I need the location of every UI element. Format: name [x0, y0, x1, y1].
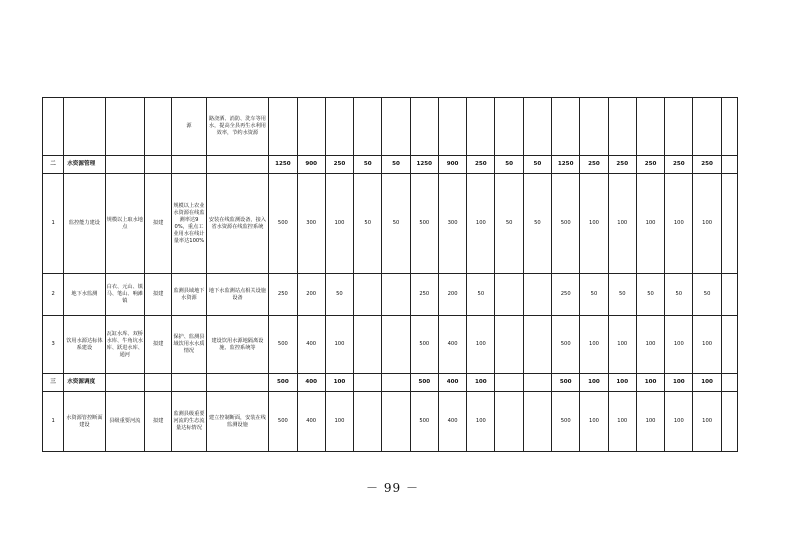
table-row: [43, 392, 738, 452]
value-cell: 250: [636, 156, 664, 174]
value-cell: 100: [608, 174, 636, 274]
value-cell: 50: [495, 174, 523, 274]
value-cell: [523, 274, 551, 316]
target-cell: 源: [172, 98, 206, 156]
value-cell: 500: [552, 174, 580, 274]
row-number-cell: 1: [43, 392, 64, 452]
project-name-cell: 水资源调度: [64, 374, 105, 392]
value-cell: 400: [297, 316, 325, 374]
value-cell: 50: [693, 274, 721, 316]
construction-content-cell: 瓦缸水库、双桥水库、牛角坑水库、跃进水库、通河: [105, 316, 144, 374]
value-cell: 400: [438, 316, 466, 374]
value-cell: 100: [325, 392, 353, 452]
value-cell: [410, 98, 438, 156]
value-cell: 100: [665, 174, 693, 274]
task-cell: 地下水监测站点相关设施设备: [206, 274, 269, 316]
value-cell: 50: [354, 156, 382, 174]
table-row: [43, 374, 738, 392]
value-cell: 1250: [269, 156, 297, 174]
value-cell: [552, 98, 580, 156]
value-cell: [636, 98, 664, 156]
value-cell: [382, 374, 410, 392]
value-cell: [354, 274, 382, 316]
value-cell: [523, 98, 551, 156]
value-cell: 500: [410, 374, 438, 392]
value-cell: 100: [467, 316, 495, 374]
value-cell: 100: [636, 174, 664, 274]
value-cell: 50: [354, 174, 382, 274]
table-row: [43, 274, 738, 316]
value-cell: 500: [410, 392, 438, 452]
value-cell: 100: [693, 374, 721, 392]
build-mode-cell: 拟建: [145, 316, 172, 374]
value-cell: [495, 392, 523, 452]
value-cell: 100: [608, 392, 636, 452]
value-cell: 50: [580, 274, 608, 316]
value-cell: [721, 156, 737, 174]
construction-content-cell: 规模以上取水地点: [105, 174, 144, 274]
value-cell: 500: [410, 174, 438, 274]
value-cell: 1250: [552, 156, 580, 174]
row-number-cell: 二: [43, 156, 64, 174]
target-cell: 监测县级重要河流的生态流量达标情况: [172, 392, 206, 452]
task-cell: 安装在线监测设备，接入省水资源在线监控系统: [206, 174, 269, 274]
project-name-cell: 地下水监测: [64, 274, 105, 316]
construction-content-cell: 白衣、元山、镇马、笔山、响滩镇: [105, 274, 144, 316]
value-cell: 50: [325, 274, 353, 316]
build-mode-cell: [145, 98, 172, 156]
value-cell: 250: [410, 274, 438, 316]
value-cell: [580, 98, 608, 156]
value-cell: 100: [325, 174, 353, 274]
value-cell: 100: [580, 392, 608, 452]
value-cell: 50: [382, 156, 410, 174]
construction-content-cell: [105, 98, 144, 156]
value-cell: 100: [693, 316, 721, 374]
value-cell: 100: [580, 374, 608, 392]
value-cell: 250: [693, 156, 721, 174]
value-cell: 100: [325, 316, 353, 374]
value-cell: 400: [297, 374, 325, 392]
value-cell: [354, 316, 382, 374]
construction-content-cell: [105, 156, 144, 174]
row-number-cell: [43, 98, 64, 156]
value-cell: 500: [269, 392, 297, 452]
project-name-cell: 水资源管理: [64, 156, 105, 174]
value-cell: 50: [382, 174, 410, 274]
value-cell: 500: [552, 392, 580, 452]
value-cell: [382, 392, 410, 452]
value-cell: 100: [608, 374, 636, 392]
task-cell: 建立控制断面，安装在线监测设施: [206, 392, 269, 452]
table-row: [43, 156, 738, 174]
value-cell: 250: [552, 274, 580, 316]
value-cell: 100: [693, 174, 721, 274]
value-cell: 50: [467, 274, 495, 316]
row-number-cell: 3: [43, 316, 64, 374]
value-cell: [354, 98, 382, 156]
value-cell: [495, 316, 523, 374]
value-cell: 100: [636, 392, 664, 452]
project-name-cell: 水资源管控断面建设: [64, 392, 105, 452]
page-number: － 99 －: [366, 481, 419, 495]
table-row: [43, 316, 738, 374]
value-cell: 100: [636, 316, 664, 374]
build-mode-cell: [145, 374, 172, 392]
value-cell: 300: [297, 174, 325, 274]
construction-content-cell: 县级重要河流: [105, 392, 144, 452]
value-cell: [297, 98, 325, 156]
value-cell: 250: [467, 156, 495, 174]
value-cell: [523, 374, 551, 392]
value-cell: 500: [269, 316, 297, 374]
value-cell: 50: [665, 274, 693, 316]
build-mode-cell: 拟建: [145, 174, 172, 274]
value-cell: [523, 316, 551, 374]
build-mode-cell: 拟建: [145, 274, 172, 316]
value-cell: 900: [438, 156, 466, 174]
value-cell: [721, 274, 737, 316]
target-cell: [172, 156, 206, 174]
value-cell: [523, 392, 551, 452]
value-cell: 1250: [410, 156, 438, 174]
value-cell: 500: [552, 374, 580, 392]
row-number-cell: 2: [43, 274, 64, 316]
value-cell: 500: [269, 174, 297, 274]
value-cell: [382, 316, 410, 374]
value-cell: 50: [608, 274, 636, 316]
value-cell: 50: [636, 274, 664, 316]
value-cell: 200: [438, 274, 466, 316]
value-cell: 200: [297, 274, 325, 316]
value-cell: 400: [297, 392, 325, 452]
value-cell: [354, 392, 382, 452]
value-cell: 100: [608, 316, 636, 374]
value-cell: 50: [495, 156, 523, 174]
value-cell: [693, 98, 721, 156]
value-cell: [495, 274, 523, 316]
value-cell: 100: [665, 374, 693, 392]
value-cell: 50: [523, 174, 551, 274]
build-mode-cell: 拟建: [145, 392, 172, 452]
task-cell: 建设饮用水源地隔离设施、监控系统等: [206, 316, 269, 374]
value-cell: 100: [325, 374, 353, 392]
value-cell: 250: [269, 274, 297, 316]
value-cell: 250: [608, 156, 636, 174]
value-cell: [354, 374, 382, 392]
value-cell: [608, 98, 636, 156]
project-name-cell: 监控能力建设: [64, 174, 105, 274]
value-cell: [721, 374, 737, 392]
table-body: [43, 98, 738, 452]
value-cell: 250: [580, 156, 608, 174]
value-cell: [467, 98, 495, 156]
project-name-cell: 饮用水源达标体系建设: [64, 316, 105, 374]
value-cell: 250: [665, 156, 693, 174]
value-cell: [721, 392, 737, 452]
value-cell: 100: [467, 174, 495, 274]
value-cell: [495, 98, 523, 156]
target-cell: 保护、监测县域饮用水水质情况: [172, 316, 206, 374]
task-cell: [206, 374, 269, 392]
target-cell: [172, 374, 206, 392]
value-cell: 400: [438, 374, 466, 392]
task-cell: 路浇洒、消防、洗车等用水，提高全县再生水利用效率，节约水资源: [206, 98, 269, 156]
value-cell: 500: [552, 316, 580, 374]
value-cell: [382, 274, 410, 316]
value-cell: 900: [297, 156, 325, 174]
value-cell: 100: [665, 316, 693, 374]
value-cell: [721, 316, 737, 374]
value-cell: 300: [438, 174, 466, 274]
value-cell: 100: [467, 392, 495, 452]
value-cell: 100: [580, 174, 608, 274]
value-cell: [325, 98, 353, 156]
task-cell: [206, 156, 269, 174]
value-cell: [382, 98, 410, 156]
build-mode-cell: [145, 156, 172, 174]
project-table: [42, 97, 738, 452]
target-cell: 监测县域地下水资源: [172, 274, 206, 316]
value-cell: 400: [438, 392, 466, 452]
value-cell: [721, 174, 737, 274]
value-cell: 250: [325, 156, 353, 174]
value-cell: [665, 98, 693, 156]
row-number-cell: 1: [43, 174, 64, 274]
value-cell: 100: [636, 374, 664, 392]
value-cell: 100: [693, 392, 721, 452]
construction-content-cell: [105, 374, 144, 392]
value-cell: 500: [410, 316, 438, 374]
value-cell: 50: [523, 156, 551, 174]
target-cell: 规模以上农业水资源在线监测率达90%，重点工业用水在线计量率达100%: [172, 174, 206, 274]
value-cell: 100: [467, 374, 495, 392]
value-cell: 100: [580, 316, 608, 374]
project-name-cell: [64, 98, 105, 156]
value-cell: [438, 98, 466, 156]
row-number-cell: 三: [43, 374, 64, 392]
value-cell: [269, 98, 297, 156]
table-row: [43, 174, 738, 274]
value-cell: 500: [269, 374, 297, 392]
table-row: [43, 98, 738, 156]
value-cell: [495, 374, 523, 392]
value-cell: [721, 98, 737, 156]
value-cell: 100: [665, 392, 693, 452]
